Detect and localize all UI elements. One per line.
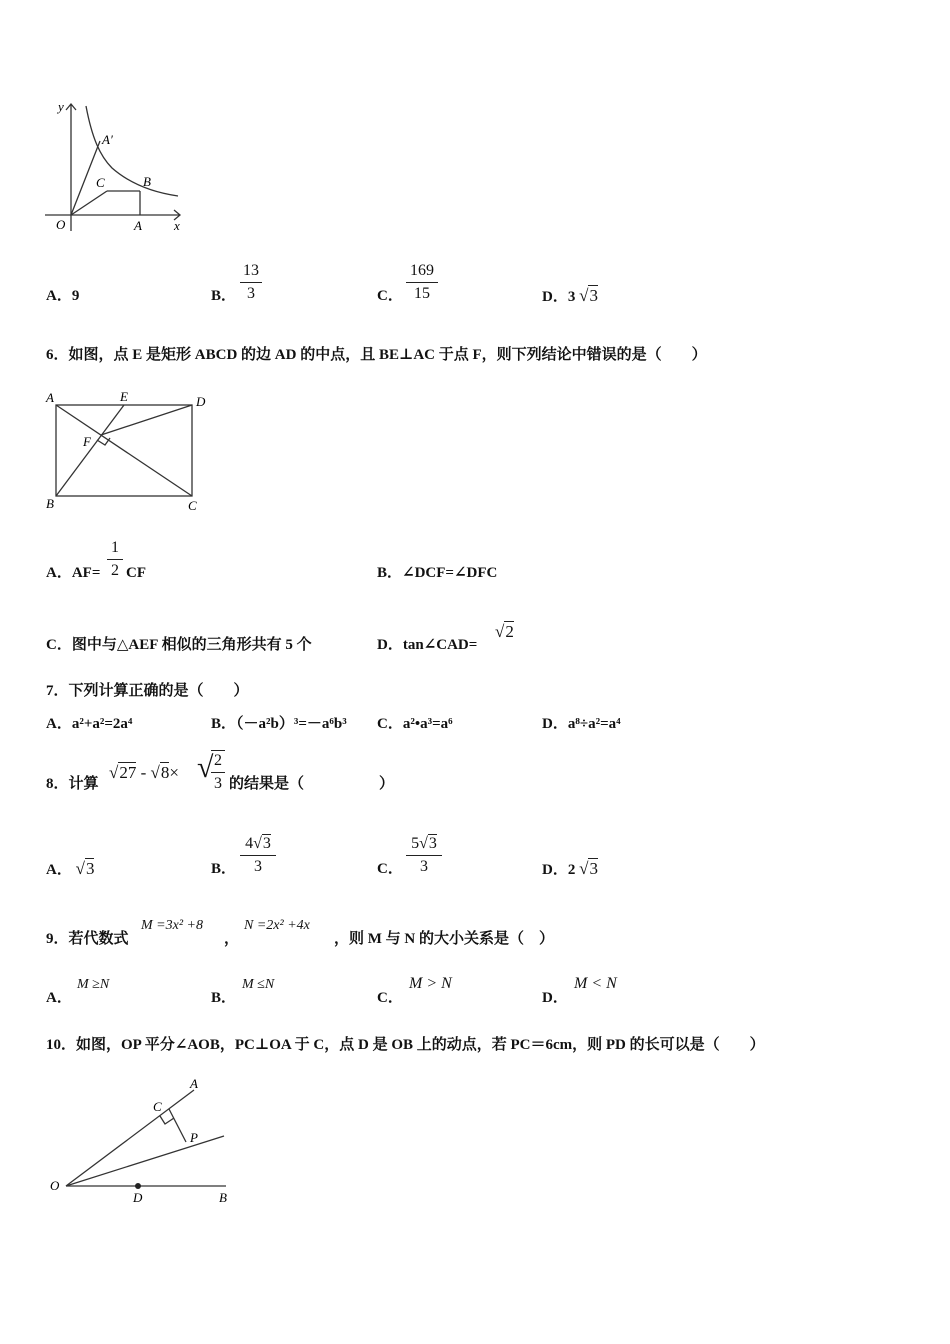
q6-figure bbox=[42, 388, 214, 514]
q8-option-b-letter[interactable]: B． bbox=[211, 861, 237, 877]
q8-radical-fraction: 2 3 bbox=[211, 750, 225, 794]
q7-option-c[interactable]: C．a²•a³=a⁶ bbox=[377, 716, 453, 732]
q7-option-a[interactable]: A．a²+a²=2a⁴ bbox=[46, 716, 133, 732]
q7-option-b[interactable]: B．（－a²b）³=－a⁶b³ bbox=[211, 716, 347, 732]
q10-point-c: C bbox=[153, 1099, 162, 1114]
q5-figure bbox=[40, 98, 190, 240]
q5-option-c-letter[interactable]: C． bbox=[377, 288, 403, 304]
q9-stem-post: ，则 M 与 N 的大小关系是（ ） bbox=[334, 931, 554, 947]
q8-option-c-fraction: 5√3 3 bbox=[406, 834, 442, 877]
q9-option-d-letter[interactable]: D． bbox=[542, 990, 568, 1006]
q10-point-p: P bbox=[190, 1130, 198, 1145]
q6-option-a[interactable]: A．AF= bbox=[46, 565, 101, 581]
q9-option-b-text: M ≤N bbox=[242, 977, 275, 992]
q6-option-a-fraction: 1 2 bbox=[107, 538, 123, 581]
q6-point-a: A bbox=[46, 390, 54, 405]
q10-point-a: A bbox=[190, 1076, 198, 1091]
q6-stem: 6．如图，点 E 是矩形 ABCD 的边 AD 的中点，且 BE⊥AC 于点 F，则下列结论中错误的是（ ） bbox=[46, 347, 707, 363]
q5-x-label: x bbox=[174, 218, 180, 233]
q9-stem-pre: 9．若代数式 bbox=[46, 931, 129, 947]
q6-point-b: B bbox=[46, 496, 54, 511]
q10-point-d-dot[interactable] bbox=[135, 1183, 141, 1189]
q5-option-b-letter[interactable]: B． bbox=[211, 288, 237, 304]
q8-stem-post: 的结果是（ ） bbox=[229, 776, 395, 792]
q6-point-c: C bbox=[188, 498, 197, 513]
q9-option-c-text: M > N bbox=[409, 975, 452, 992]
q5-option-d[interactable]: D．3 √3 bbox=[542, 286, 598, 305]
q9-expression-n: N =2x² +4x bbox=[244, 918, 310, 933]
q10-point-b: B bbox=[219, 1190, 227, 1205]
q9-option-a-letter[interactable]: A． bbox=[46, 990, 72, 1006]
q9-option-c-letter[interactable]: C． bbox=[377, 990, 403, 1006]
q9-option-a-text: M ≥N bbox=[77, 977, 110, 992]
q6-option-d-sqrt: √2 bbox=[495, 622, 514, 641]
q6-option-d[interactable]: D．tan∠CAD= bbox=[377, 637, 478, 653]
q5-origin-label: O bbox=[56, 217, 66, 232]
q10-figure bbox=[44, 1072, 244, 1208]
q8-expression: √27 - √8× bbox=[109, 763, 179, 782]
q8-option-c-letter[interactable]: C． bbox=[377, 861, 403, 877]
q8-option-b-fraction: 4√3 3 bbox=[240, 834, 276, 877]
q5-option-a[interactable]: A．9 bbox=[46, 288, 80, 304]
q6-option-b[interactable]: B．∠DCF=∠DFC bbox=[377, 565, 498, 581]
q9-option-b-letter[interactable]: B． bbox=[211, 990, 237, 1006]
q5-point-a: A bbox=[134, 218, 142, 233]
q8-option-a[interactable]: A． √3 bbox=[46, 859, 95, 878]
q10-point-d: D bbox=[133, 1190, 143, 1205]
q6-point-e: E bbox=[120, 389, 128, 404]
q6-point-f: F bbox=[83, 434, 91, 449]
q8-big-radical: √ bbox=[197, 751, 214, 784]
q5-option-c-fraction: 169 15 bbox=[406, 261, 438, 304]
q8-option-d[interactable]: D．2 √3 bbox=[542, 859, 598, 878]
q5-point-b: B bbox=[143, 174, 151, 189]
q8-stem-pre: 8．计算 bbox=[46, 776, 99, 792]
q10-stem: 10．如图，OP 平分∠AOB，PC⊥OA 于 C，点 D 是 OB 上的动点，若 PC＝6cm，则 PD 的长可以是（ ） bbox=[46, 1037, 765, 1053]
q5-y-label: y bbox=[58, 99, 64, 114]
q9-comma: ， bbox=[224, 931, 240, 947]
q9-option-d-text: M < N bbox=[574, 975, 617, 992]
q5-point-c: C bbox=[96, 175, 105, 190]
q10-point-o: O bbox=[50, 1178, 60, 1193]
q5-option-b-fraction: 13 3 bbox=[240, 261, 262, 304]
q9-expression-m: M =3x² +8 bbox=[141, 918, 203, 933]
q7-option-d[interactable]: D．a⁸÷a²=a⁴ bbox=[542, 716, 621, 732]
q6-option-c[interactable]: C．图中与△AEF 相似的三角形共有 5 个 bbox=[46, 637, 312, 653]
q5-point-a-prime: A′ bbox=[102, 132, 113, 147]
q6-option-a-post: CF bbox=[126, 565, 146, 581]
q7-stem: 7．下列计算正确的是（ ） bbox=[46, 683, 249, 699]
q6-point-d: D bbox=[196, 394, 206, 409]
